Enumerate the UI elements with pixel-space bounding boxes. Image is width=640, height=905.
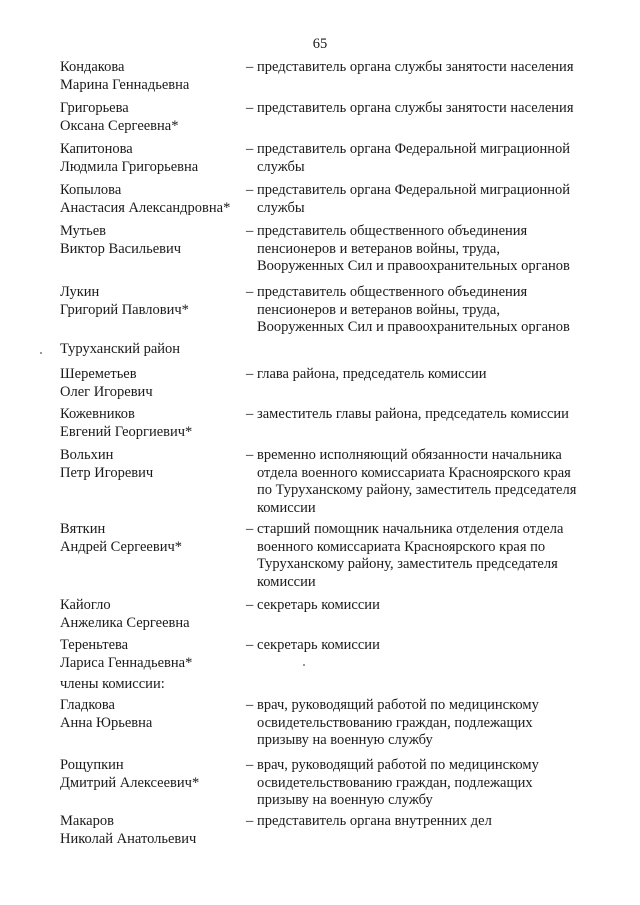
role-text (257, 597, 380, 615)
role-text (257, 182, 570, 217)
member-surname: Мутьев (60, 223, 107, 239)
member-name (60, 366, 245, 401)
role-dash: – (246, 366, 254, 382)
member-name (60, 521, 245, 556)
district-heading: Туруханский район (60, 341, 181, 357)
members-heading: члены комиссии: (60, 676, 165, 692)
member-given-names: Людмила Григорьевна (60, 158, 199, 175)
role-line: службы (257, 158, 305, 175)
member-surname: Кондакова (60, 59, 125, 75)
member-given-names: Оксана Сергеевна* (60, 117, 179, 134)
member-given-names: Николай Анатольевич (60, 830, 197, 847)
member-name (60, 223, 245, 258)
member-given-names: Олег Игоревич (60, 383, 153, 400)
role-text (257, 284, 570, 337)
role-dash: – (246, 447, 254, 463)
role-dash: – (246, 597, 254, 613)
role-line: службы (257, 199, 305, 216)
role-line: старший помощник начальника отделения отдела (257, 521, 564, 537)
role-text (257, 366, 487, 384)
member-name (60, 284, 245, 319)
member-name (60, 697, 245, 732)
role-dash: – (246, 521, 254, 537)
role-dash: – (246, 757, 254, 773)
member-given-names: Марина Геннадьевна (60, 76, 190, 93)
member-name (60, 100, 245, 135)
scan-speck (40, 352, 42, 354)
member-surname: Копылова (60, 182, 122, 198)
role-line: комиссии (257, 573, 316, 590)
role-line: представитель органа внутренних дел (257, 813, 492, 829)
member-surname: Вольхин (60, 447, 114, 463)
scan-speck (303, 664, 305, 666)
member-name (60, 59, 245, 94)
role-text (257, 100, 574, 118)
role-dash: – (246, 59, 254, 75)
member-surname: Рощупкин (60, 757, 124, 773)
role-text (257, 223, 570, 276)
member-surname: Григорьева (60, 100, 129, 116)
role-line: представитель органа службы занятости населения (257, 100, 574, 116)
role-line: по Туруханскому району, заместитель председателя (257, 482, 577, 498)
role-dash: – (246, 100, 254, 116)
role-text (257, 141, 570, 176)
role-line: врач, руководящий работой по медицинскому (257, 697, 539, 713)
role-text (257, 406, 569, 424)
member-given-names: Петр Игоревич (60, 464, 154, 481)
role-line: Туруханскому району, заместитель председателя (257, 556, 558, 572)
member-surname: Макаров (60, 813, 114, 829)
role-line: военного комиссариата Красноярского края по (257, 538, 546, 555)
role-line: представитель органа Федеральной миграционной (257, 141, 571, 157)
member-name (60, 182, 245, 217)
role-line: врач, руководящий работой по медицинскому (257, 757, 539, 773)
member-surname: Кожевников (60, 406, 135, 422)
member-surname: Капитонова (60, 141, 133, 157)
member-surname: Лукин (60, 284, 100, 300)
member-surname: Вяткин (60, 521, 106, 537)
member-given-names: Евгений Георгиевич* (60, 423, 193, 440)
page-number: 65 (312, 36, 328, 52)
role-line: секретарь комиссии (257, 637, 380, 653)
member-surname: Кайогло (60, 597, 111, 613)
role-line: освидетельствованию граждан, подлежащих (257, 774, 533, 791)
role-line: Вооруженных Сил и правоохранительных органов (257, 319, 570, 335)
role-dash: – (246, 406, 254, 422)
member-given-names: Анна Юрьевна (60, 714, 153, 731)
role-dash: – (246, 141, 254, 157)
role-line: призыву на военную службу (257, 792, 433, 808)
role-text (257, 697, 539, 750)
role-text (257, 813, 492, 831)
role-line: представитель органа Федеральной миграционной (257, 182, 571, 198)
member-given-names: Анастасия Александровна* (60, 199, 231, 216)
member-surname: Тереньтева (60, 637, 129, 653)
role-line: представитель общественного объединения (257, 223, 528, 239)
member-name (60, 757, 245, 792)
member-given-names: Лариса Геннадьевна* (60, 654, 193, 671)
role-text (257, 757, 539, 810)
role-line: пенсионеров и ветеранов войны, труда, (257, 301, 500, 318)
role-dash: – (246, 182, 254, 198)
role-line: Вооруженных Сил и правоохранительных органов (257, 258, 570, 274)
role-line: представитель общественного объединения (257, 284, 528, 300)
member-name (60, 447, 245, 482)
role-line: отдела военного комиссариата Красноярского края (257, 464, 571, 481)
member-name (60, 406, 245, 441)
role-line: глава района, председатель комиссии (257, 366, 487, 382)
member-given-names: Виктор Васильевич (60, 240, 182, 257)
member-surname: Шереметьев (60, 366, 137, 382)
role-dash: – (246, 697, 254, 713)
role-text (257, 59, 574, 77)
role-line: пенсионеров и ветеранов войны, труда, (257, 240, 500, 257)
member-name (60, 813, 245, 848)
member-name (60, 597, 245, 632)
member-given-names: Андрей Сергеевич* (60, 538, 182, 555)
role-dash: – (246, 284, 254, 300)
role-line: комиссии (257, 499, 316, 516)
role-dash: – (246, 813, 254, 829)
role-line: призыву на военную службу (257, 732, 433, 748)
role-text (257, 521, 563, 591)
role-dash: – (246, 223, 254, 239)
role-text (257, 447, 576, 517)
role-line: временно исполняющий обязанности начальника (257, 447, 562, 463)
member-given-names: Анжелика Сергеевна (60, 614, 190, 631)
member-given-names: Григорий Павлович* (60, 301, 189, 318)
role-line: представитель органа службы занятости населения (257, 59, 574, 75)
role-line: освидетельствованию граждан, подлежащих (257, 714, 533, 731)
role-text (257, 637, 380, 655)
role-dash: – (246, 637, 254, 653)
role-line: секретарь комиссии (257, 597, 380, 613)
member-surname: Гладкова (60, 697, 115, 713)
member-name (60, 637, 245, 672)
member-given-names: Дмитрий Алексеевич* (60, 774, 200, 791)
role-line: заместитель главы района, председатель комиссии (257, 406, 569, 422)
member-name (60, 141, 245, 176)
